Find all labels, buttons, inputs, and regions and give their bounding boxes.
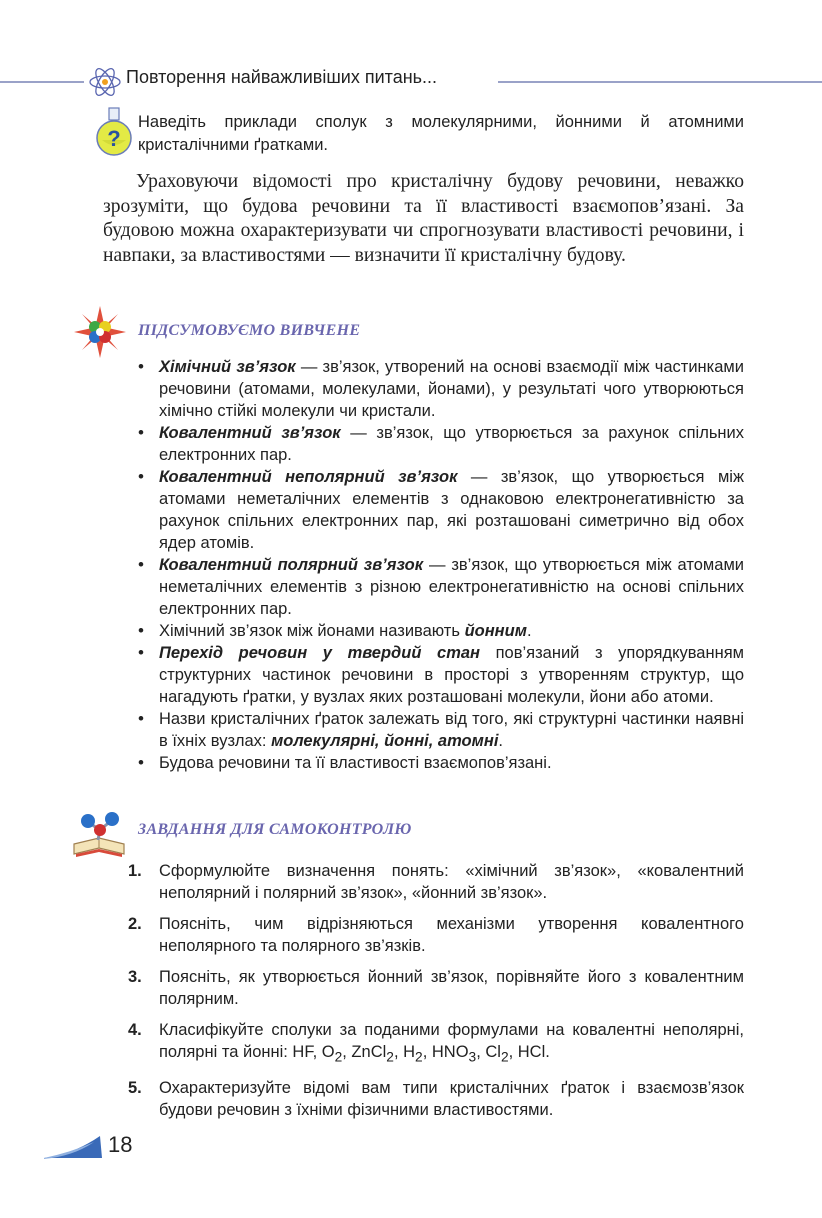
summary-list: [136, 356, 744, 774]
molecule-burst-icon: [74, 306, 126, 358]
tasks-list: [128, 860, 744, 1130]
page-corner-swoosh-icon: [44, 1132, 104, 1160]
section-title-tasks: ЗАВДАННЯ ДЛЯ САМОКОНТРОЛЮ: [138, 821, 412, 838]
svg-text:?: ?: [107, 126, 121, 151]
list-item: • Хімічний зв’язок — зв’язок, утворений на основі взаємодії між частинками речовини (атомами, молекулами, йонами), у результаті чого утворюються хімічно стійкі молекули чи кристали.: [136, 356, 744, 422]
section-title-summary: ПІДСУМОВУЄМО ВИВЧЕНЕ: [138, 322, 361, 339]
page-number: 18: [108, 1132, 133, 1157]
question-text: Наведіть приклади сполук з молекулярними, йонними й атомними кристалічними ґратками.: [138, 113, 744, 154]
intro-paragraph: Ураховуючи відомості про кристалічну будову речовини, неважко зрозуміти, що будова речовини та її властивості взаємопов’язані. За будовою можна охарактеризувати чи спрогнозувати властивості речовини, і навпаки, за властивостями — визначити її кристалічну будову.: [103, 171, 744, 266]
list-item: 1. Сформулюйте визначення понять: «хімічний зв’язок», «ковалентний неполярний і полярний зв’язок», «йонний зв’язок».: [128, 862, 744, 902]
list-item: • Ковалентний зв’язок — зв’язок, що утворюється за рахунок спільних електронних пар.: [136, 422, 744, 466]
atom-icon: [88, 66, 122, 98]
list-item: • Хімічний зв’язок між йонами називають йонним.: [136, 620, 744, 642]
list-item: • Назви кристалічних ґраток залежать від того, які структурні частинки наявні в їхніх вузлах: молекулярні, йонні, атомні.: [136, 708, 744, 752]
list-item: • Будова речовини та її властивості взаємопов’язані.: [136, 752, 744, 774]
list-item: • Ковалентний неполярний зв’язок — зв’язок, що утворюється між атомами неметалічних елементів з однаковою електронегативністю за рахунок спільних електронних пар, які розташовані симетрично від обох ядер атомів.: [136, 466, 744, 554]
question-flask-icon: [94, 106, 134, 158]
list-item: 4. Класифікуйте сполуки за поданими формулами на ковалентні неполярні, полярні та йонні: HF, $O_2$, ZnCl$_2$, $H_2$, $HNO_3$, $Cl_2$, HCl.: [128, 1021, 744, 1065]
header-rule-left: [0, 81, 84, 83]
book-molecule-icon: [70, 808, 128, 860]
header-rule-right: [498, 81, 822, 83]
list-item: 3. Поясніть, як утворюється йонний зв’язок, порівняйте його з ковалентним полярним.: [128, 968, 744, 1008]
list-item: 2. Поясніть, чим відрізняються механізми утворення ковалентного неполярного та полярного зв’язків.: [128, 915, 744, 955]
list-item: • Ковалентний полярний зв’язок — зв’язок, що утворюється між атомами неметалічних елементів з різною електронегативністю на основі спільних електронних пар.: [136, 554, 744, 620]
list-item: 5. Охарактеризуйте відомі вам типи кристалічних ґраток і взаємозв’язок будови речовин з їхніми фізичними властивостями.: [128, 1079, 744, 1120]
list-item: • Перехід речовин у твердий стан пов’язаний з упорядкуванням структурних частинок речовини в просторі з утворенням структур, що нагадують ґратки, у вузлах яких розташовані молекули, йони або атоми.: [136, 642, 744, 708]
running-header: Повторення найважливіших питань...: [126, 67, 438, 87]
